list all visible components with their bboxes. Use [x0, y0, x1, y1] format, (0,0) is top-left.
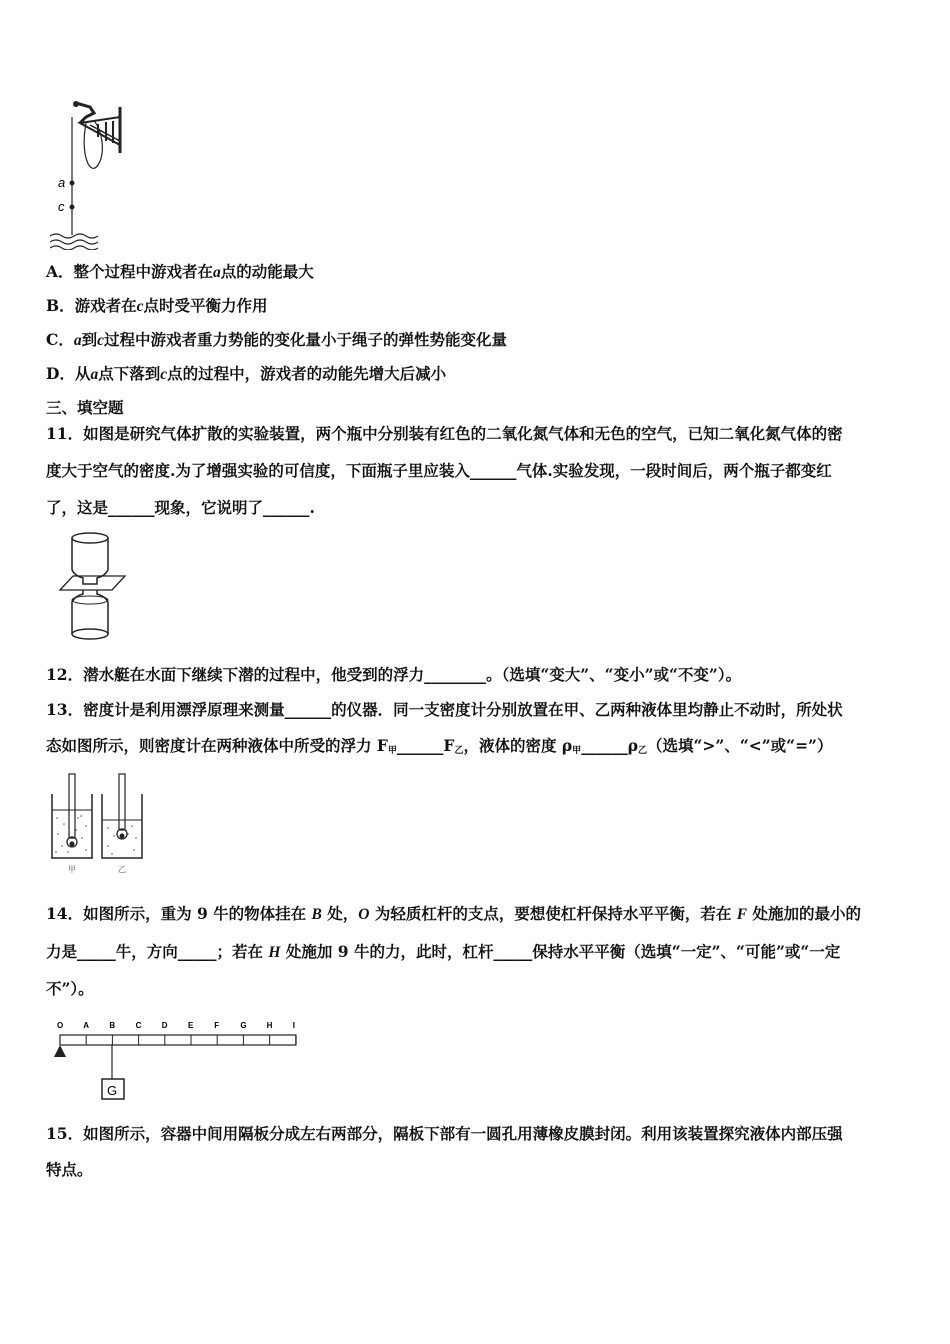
point-a-label: a [58, 175, 66, 190]
lever-tick-label: C [135, 1021, 142, 1030]
lever-tick-label: I [292, 1021, 296, 1030]
gas-diffusion-figure [55, 530, 130, 645]
q11-line3: 了，这是______现象，它说明了______. [46, 498, 315, 517]
hydrometer-figure [48, 772, 148, 877]
weight-label: G [107, 1083, 118, 1098]
lever-tick-label: F [214, 1021, 220, 1030]
lever-tick-label: G [240, 1021, 247, 1030]
lever-tick-label: O [57, 1021, 64, 1030]
q14-line3: 不”）。 [46, 979, 94, 998]
lever-figure [50, 1015, 305, 1105]
q11-line1: 11．如图是研究气体扩散的实验装置，两个瓶中分别装有红色的二氧化氮气体和无色的空气，已知二氧化氮气体的密 [46, 424, 843, 443]
q15-line1: 15．如图所示，容器中间用隔板分成左右两部分，隔板下部有一圆孔用薄橡皮膜封闭。利用该装置探究液体内部压强 [46, 1124, 843, 1143]
option-c: C．a到c过程中游戏者重力势能的变化量小于绳子的弹性势能变化量 [46, 330, 508, 349]
lever-tick-label: B [109, 1021, 116, 1030]
beaker-jia-label: 甲 [68, 865, 76, 874]
q12-line1: 12．潜水艇在水面下继续下潜的过程中，他受到的浮力________。（选填“变大”、“变小”或“不变”）。 [46, 665, 742, 684]
point-c-label: c [58, 199, 65, 214]
q13-line2: 态如图所示，则密度计在两种液体中所受的浮力 $F_甲\_\_\_\_\_\_F_乙$，液体的密度 $\rho_甲\_\_\_\_\_\_\rho_乙$（选填“>”、“<”或“=”） [46, 736, 833, 756]
section-heading: 三、填空题 [46, 398, 124, 417]
option-a: A．整个过程中游戏者在a点的动能最大 [46, 262, 314, 281]
q11-line2: 度大于空气的密度.为了增强实验的可信度，下面瓶子里应装入______气体.实验发现，一段时间后，两个瓶子都变红 [46, 461, 832, 480]
q14-line1: 14．如图所示，重为 9 牛的物体挂在 B 处，O 为轻质杠杆的支点，要想使杠杆保持水平平衡，若在 F 处施加的最小的 [46, 904, 862, 923]
q15-line2: 特点。 [46, 1160, 93, 1179]
lever-tick-label: A [83, 1021, 89, 1030]
bungee-figure [50, 95, 130, 250]
q13-line1: 13．密度计是利用漂浮原理来测量______的仪器．同一支密度计分别放置在甲、乙两种液体里均静止不动时，所处状 [46, 700, 843, 719]
lever-tick-label: E [188, 1021, 194, 1030]
beaker-yi-label: 乙 [118, 865, 126, 874]
lever-tick-label: D [161, 1021, 168, 1030]
option-b: B．游戏者在c点时受平衡力作用 [46, 296, 268, 315]
option-d: D．从a点下落到c点的过程中，游戏者的动能先增大后减小 [46, 364, 447, 383]
lever-tick-label: H [266, 1021, 273, 1030]
q14-line2: 力是_____牛，方向_____；若在 H 处施加 9 牛的力，此时，杠杆_____保持水平平衡（选填“一定”、“可能”或“一定 [46, 942, 841, 961]
